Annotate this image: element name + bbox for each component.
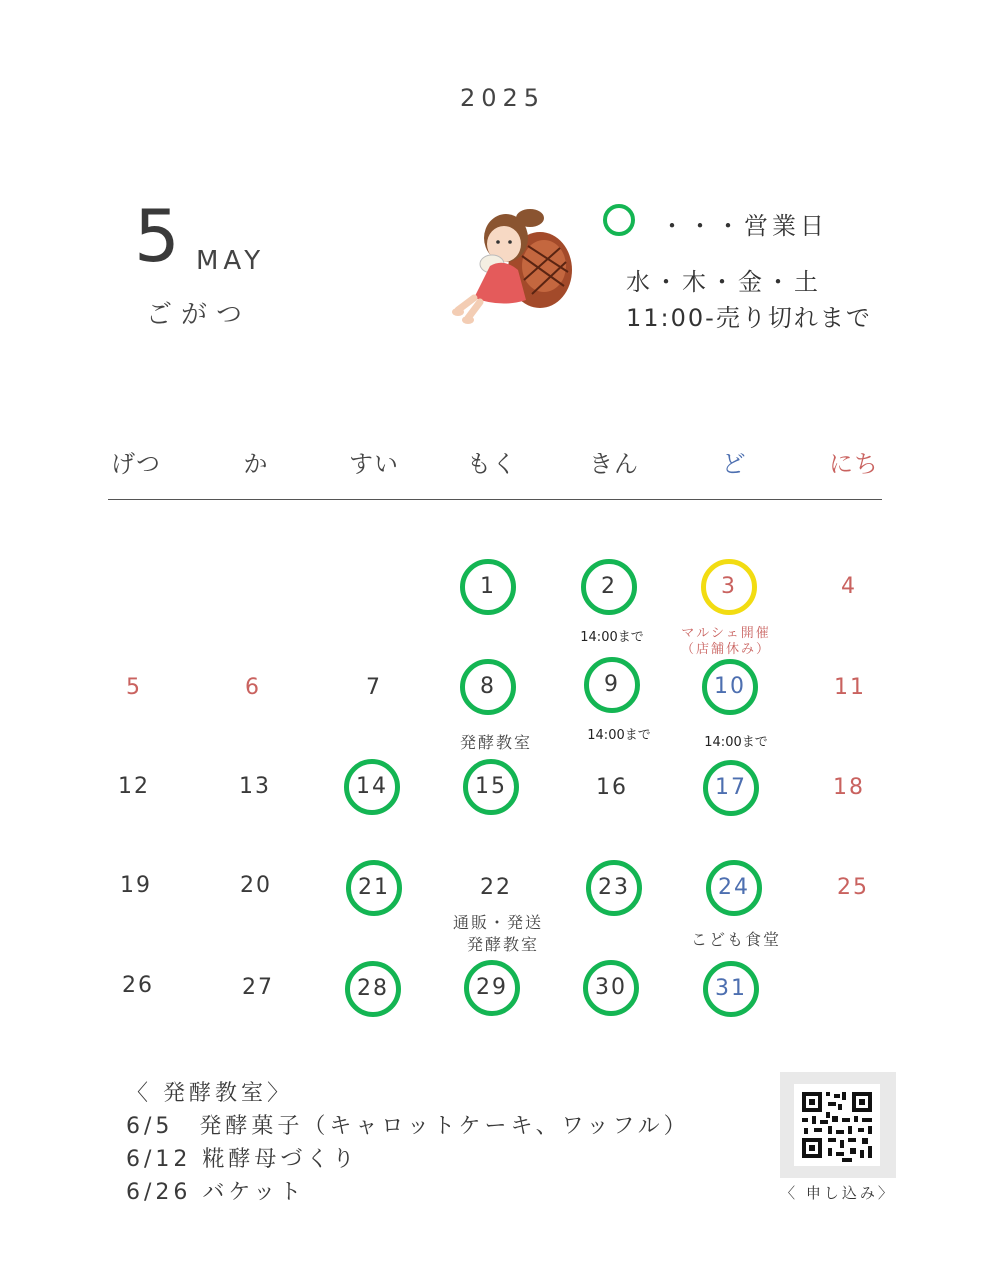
open-days: 水・木・金・土 [626,268,822,296]
header-divider [108,499,882,500]
note-day-3-line2: （店舗休み） [680,642,771,657]
day-29: 29 [464,960,520,1016]
day-15: 15 [463,759,519,815]
note-day-22-line2: 発酵教室 [466,935,539,954]
note-day-2: 14:00まで [580,630,644,645]
day-11: 11 [834,675,866,700]
day-23: 23 [586,860,642,916]
day-20: 20 [240,873,272,898]
day-18: 18 [833,775,865,800]
day-6: 6 [245,675,261,700]
day-24: 24 [706,860,762,916]
classes-heading: 〈 発酵教室〉 [126,1081,293,1106]
day-4: 4 [841,574,857,599]
month-english: MAY [196,246,266,276]
weekday-tue: か [243,450,269,478]
day-25: 25 [837,875,869,900]
note-day-10: 14:00まで [704,735,768,750]
day-2: 2 [581,559,637,615]
day-16: 16 [596,775,628,800]
note-day-9: 14:00まで [587,728,651,743]
day-31: 31 [703,961,759,1017]
day-3: 3 [701,559,757,615]
month-number: 5 [134,194,180,278]
girl-eating-bread-illustration [452,208,572,330]
day-27: 27 [242,975,274,1000]
weekday-mon: げつ [111,450,161,478]
day-21: 21 [346,860,402,916]
day-5: 5 [126,675,142,700]
day-12: 12 [118,774,150,799]
class-item-2: 6/12 糀酵母づくり [126,1147,359,1172]
day-30: 30 [583,960,639,1016]
note-day-24: こども食堂 [690,930,781,949]
weekday-fri: きん [589,450,639,478]
note-day-8: 発酵教室 [459,733,532,752]
note-day-3-line1: マルシェ開催 [681,626,771,641]
legend-text: ・・・営業日 [660,212,828,240]
qr-code[interactable] [780,1072,896,1178]
day-26: 26 [122,973,154,998]
weekday-thu: もく [467,450,517,478]
weekday-wed: すい [349,450,399,478]
day-17: 17 [703,760,759,816]
day-13: 13 [239,774,271,799]
business-hours: 11:00-売り切れまで [626,304,872,332]
day-10: 10 [702,659,758,715]
day-22: 22 [480,875,512,900]
month-japanese: ごがつ [146,300,252,330]
day-7: 7 [366,675,382,700]
class-item-3: 6/26 バケット [126,1180,306,1205]
weekday-sun: にち [829,450,879,478]
day-19: 19 [120,873,152,898]
day-8: 8 [460,659,516,715]
open-day-legend-circle [603,204,635,236]
class-item-1: 6/5 発酵菓子（キャロットケーキ、ワッフル） [126,1114,690,1139]
weekday-sat: ど [721,450,747,478]
day-9: 9 [584,657,640,713]
day-14: 14 [344,759,400,815]
day-1: 1 [460,559,516,615]
year: 2025 [459,84,546,112]
note-day-22-line1: 通販・発送 [452,913,543,932]
day-28: 28 [345,961,401,1017]
apply-label[interactable]: 〈 申し込み〉 [780,1184,896,1202]
